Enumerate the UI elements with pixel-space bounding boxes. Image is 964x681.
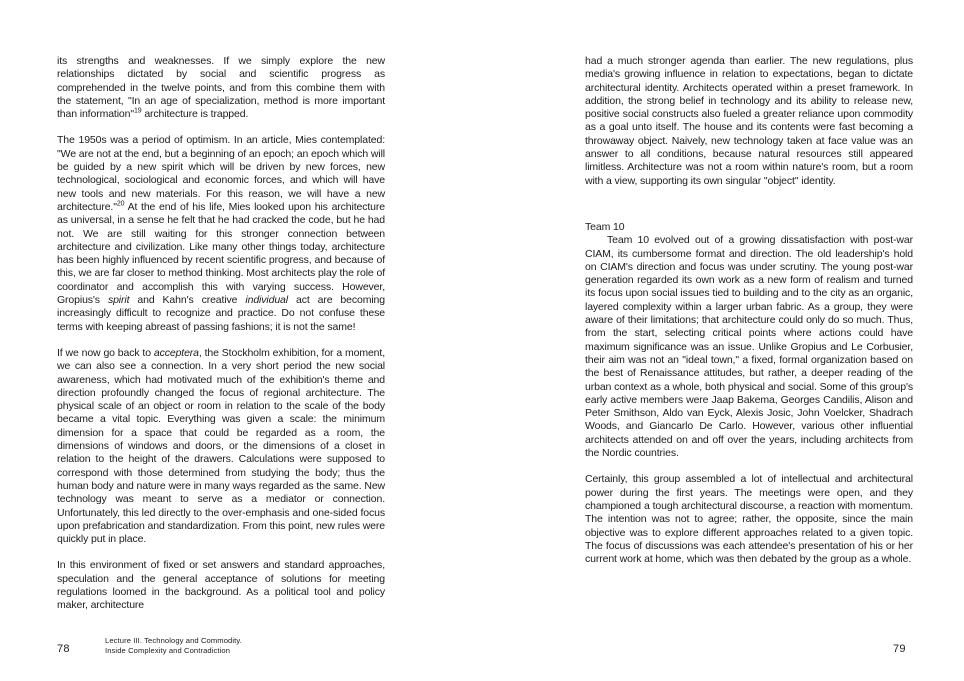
paragraph [57,559,385,612]
section-heading [585,221,913,234]
text-run: act are becoming increasingly difficult to recognize and practice. Do not confuse these terms with keeping abreast of passing fashions; it is not the same! [57,294,385,333]
running-footer-line-2: Inside Complexity and Contradiction [105,646,231,655]
text-run: Certainly, this group assembled a lot of intellectual and architectural power during the first years. The meetings were open, and they championed a tough architectural discourse, a reaction with momentum. The intention was not to agree; rather, the opposite, since the main objective was to explore different approaches related to a given topic. The focus of discussions was each attendee's presentation of his or her current work at home, which was then debated by the group as a whole. [585,473,913,566]
text-run: its strengths and weaknesses. If we simply explore the new relationships dictated by social and scientific progress as comprehended in the twelve points, and from this combine them with the statement, "In an age of specialization, method is more important than information" [57,55,385,121]
text-run: Team 10 evolved out of a growing dissatisfaction with post-war CIAM, its cumbersome format and direction. The old leadership's hold on CIAM's direction and focus was under scrutiny. The young post-war generation regarded its own work as a new form of realism and turned its focus upon social issues tied to building and to the city as an organic, layered complexity within a larger urban fabric. As a group, they were aware of their limitations; that architecture could only do so much. Thus, from the start, selecting critical points where actions could have maximum significance was an issue. Unlike Gropius and Le Corbusier, their aim was not an "ideal town," a fixed, formal organization based on the best of Renaissance attitudes, but rather, a deeper reading of the urban context as a whole, both physical and social. Some of this group's early active members were Jaap Bakema, Georges Candilis, Alison and Peter Smithson, Aldo van Eyck, Alexis Josic, John Voelcker, Shadrach Woods, and Giancarlo De Carlo. However, various other influential architects attended on and off over the years, including architects from the Nordic countries. [585,234,913,460]
paragraph [585,55,913,188]
text-run: Team 10 [585,220,625,233]
text-run: , the Stockholm exhibition, for a moment, we can also see a connection. In a very short period the new social awareness, which had motivated much of the exhibition's theme and direction profoundly changed the focus of regional architecture. The physical scale of an object or room in relation to the scale of the body became a vital topic. Everything was given a scale: the minimum dimension for a space that could be regarded as a room, the dimensions of windows and doors, or the dimensions of a closet in relation to the height of the drawers. Calculations were supposed to correspond with those determined from studying the body; thus the human body and nature were in many ways regarded as the same. New technology was meant to serve as a mediator or connection. Unfortunately, this led directly to the over-emphasis and one-sided focus upon prefabrication and standardization. From this point, new rules were quickly put in place. [57,346,386,546]
paragraph [585,473,913,566]
text-run: acceptera [153,346,199,359]
left-page-text-column [57,55,385,613]
paragraph [585,234,913,460]
running-footer-line-1: Lecture III. Technology and Commodity. [105,636,242,645]
paragraph [57,55,385,121]
footnote-reference: 19 [133,107,142,115]
text-run: individual [245,294,288,307]
text-run: At the end of his life, Mies looked upon his architecture as universal, in a sense he felt that he had cracked the code, but he had not. We are still waiting for this stronger connection between architecture and civilization. Like many other things today, architecture has been highly influenced by recent scientific progress, and because of this, we are far closer to method thinking. Most architects play the role of coordinator and accomplish this with varying success. However, Gropius's [57,200,385,307]
running-footer [105,636,242,656]
text-run: In this environment of fixed or set answers and standard approaches, speculation and the general acceptance of solutions for meeting regulations loomed in the background. As a political tool and policy maker, architecture [57,559,385,612]
paragraph [57,347,385,546]
page-number-right: 79 [893,643,906,655]
text-run: architecture is trapped. [141,108,249,121]
text-run: The 1950s was a period of optimism. In an article, Mies contemplated: "We are not at the end, but a beginning of an epoch; an epoch which will be guided by a new spirit which will be driven by new forces, new technological, sociological and economic forces, and which will have new tools and new materials. For this reason, we will have a new architecture." [57,134,385,213]
page-number-left: 78 [57,643,70,655]
right-page-text-column [585,55,913,566]
text-run: If we now go back to [57,346,154,359]
paragraph [57,134,385,333]
text-run: spirit [107,294,130,307]
text-run: and Kahn's creative [129,294,246,307]
text-run: had a much stronger agenda than earlier. The new regulations, plus media's growing influence in relation to expectations, began to dictate architectural identity. Architects operated within a preset framework. In addition, the strong belief in technology and its ability to release new, positive social constructs also fueled a greater reliance upon commodity as a goal unto itself. The house and its contents were fast becoming a throwaway object. Naively, new technology taken at face value was an answer to all conditions, because natural resources still appeared limitless. Architecture was not a room within nature's room, but a room with a view, supporting its own singular "object" identity. [585,55,913,187]
footnote-reference: 20 [116,200,125,208]
